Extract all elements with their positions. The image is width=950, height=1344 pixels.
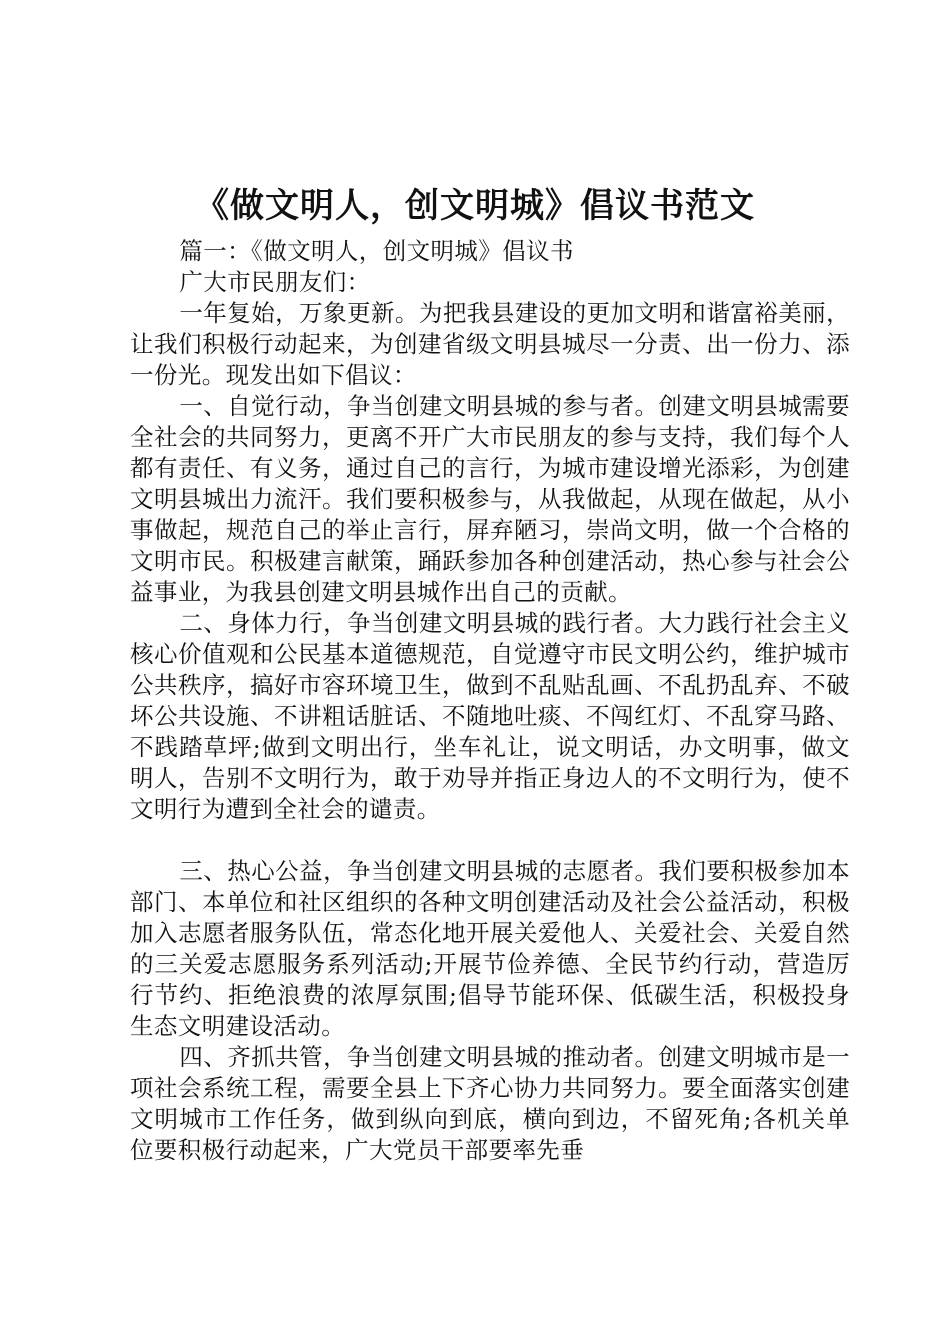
document-body: [130, 236, 850, 1166]
paragraph-point-3: 三、热心公益，争当创建文明县城的志愿者。我们要积极参加本部门、本单位和社区组织的各种文明创建活动及社会公益活动，积极加入志愿者服务队伍，常态化地开展关爱他人、关爱社会、关爱自然的三关爱志愿服务系列活动;开展节俭养德、全民节约行动，营造厉行节约、拒绝浪费的浓厚氛围;倡导节能环保、低碳生活，积极投身生态文明建设活动。: [130, 857, 850, 1040]
salutation: 广大市民朋友们：: [179, 268, 371, 296]
paragraph-point-2: 二、身体力行，争当创建文明县城的践行者。大力践行社会主义核心价值观和公民基本道德规范，自觉遵守市民文明公约，维护城市公共秩序，搞好市容环境卫生，做到不乱贴乱画、不乱扔乱弃、不破坏公共设施、不讲粗话脏话、不随地吐痰、不闯红灯、不乱穿马路、不践踏草坪;做到文明出行，坐车礼让，说文明话，办文明事，做文明人，告别不文明行为，敢于劝导并指正身边人的不文明行为，使不文明行为遭到全社会的谴责。: [130, 609, 850, 823]
paragraph-spacer: [130, 825, 850, 856]
section-heading: 篇一：《做文明人，创文明城》倡议书: [179, 237, 574, 265]
paragraph-intro: 一年复始，万象更新。为把我县建设的更加文明和谐富裕美丽，让我们积极行动起来，为创建省级文明县城尽一分责、出一份力、添一份光。现发出如下倡议：: [130, 299, 850, 389]
paragraph-point-4: 四、齐抓共管，争当创建文明县城的推动者。创建文明城市是一项社会系统工程，需要全县上下齐心协力共同努力。要全面落实创建文明城市工作任务，做到纵向到底，横向到边，不留死角;各机关单位要积极行动起来，广大党员干部要率先垂: [130, 1043, 850, 1164]
document-title: 《做文明人，创文明城》倡议书范文: [195, 186, 755, 226]
paragraph-point-1: 一、自觉行动，争当创建文明县城的参与者。创建文明县城需要全社会的共同努力，更离不开广大市民朋友的参与支持，我们每个人都有责任、有义务，通过自己的言行，为城市建设增光添彩，为创建文明县城出力流汗。我们要积极参与，从我做起，从现在做起，从小事做起，规范自己的举止言行，屏弃陋习，崇尚文明，做一个合格的文明市民。积极建言献策，踊跃参加各种创建活动，热心参与社会公益事业，为我县创建文明县城作出自己的贡献。: [130, 392, 850, 606]
